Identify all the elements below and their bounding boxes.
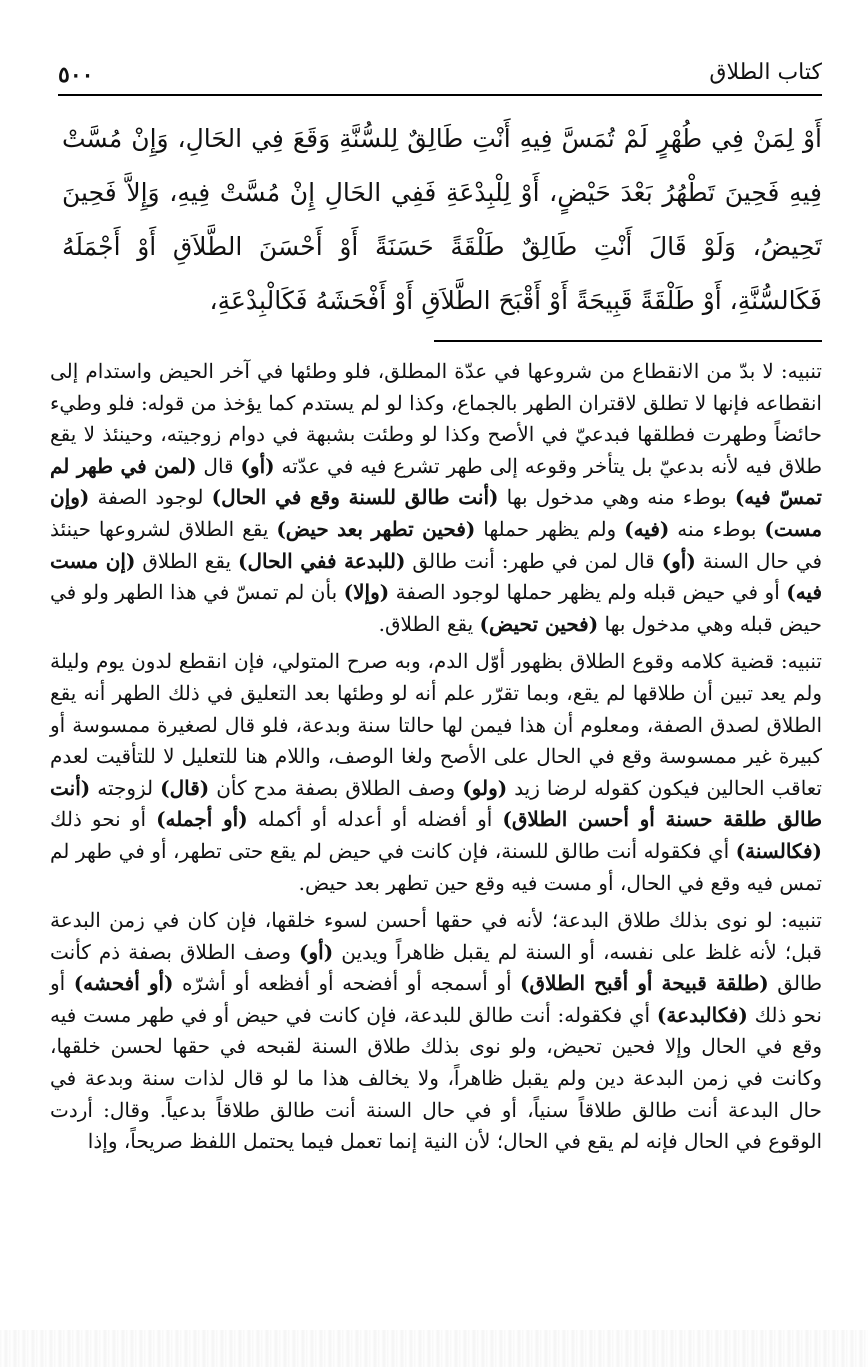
commentary-text: بوطء منه وهي مدخول بها — [498, 485, 735, 510]
commentary-paragraph-1 — [50, 356, 822, 640]
commentary-paragraph-3 — [50, 905, 822, 1158]
commentary-text: أو نحو ذلك — [50, 807, 157, 832]
commentary-text: أو نحو ذلك — [50, 971, 822, 1027]
commentary-text: ولم يظهر حملها — [475, 516, 625, 541]
commentary-text: تنبيه: قضية كلامه وقوع الطلاق بظهور أوّل الدم، وبه صرح المتولي، فإن انقطع لدون يوم وليلة ولم يعد تبين أن طلاقها لم يقع، وبما تقرّر علم أنه لو وطئها بعد التعليق في ذلك الطهر أنه يقع الطلاق لصدق الصفة، ومعلوم أن هذا فيمن لها حالتا سنة وبدعة، فلو قال لصغيرة ممسوسة أو كبيرة غير ممسوسة وقع في الحال على الأصح ولغا الوصف، واللام هنا للتعليل لا للتأقيت لعدم تعاقب الحالين فيكون كقوله لرضا زيد — [50, 649, 823, 800]
matn-quote: (ولو) — [462, 775, 508, 800]
matn-quote: (وإلا) — [343, 580, 390, 605]
matn-quote: (أو) — [661, 548, 696, 573]
commentary-text: بوطء منه — [669, 516, 765, 541]
commentary-text: قال لمن في طهر: أنت طالق — [405, 548, 662, 573]
matn-quote: (أنت طالق طلقة حسنة أو أحسن الطلاق) — [50, 775, 822, 832]
matn-quote: (أو أفحشه) — [73, 971, 174, 996]
commentary-text: أي فكقوله أنت طالق للسنة، فإن كانت في حيض لم يقع حتى تطهر، أو في طهر لم تمس فيه وقع في الحال، أو مست فيه وقع حين تطهر بعد حيض. — [50, 838, 822, 895]
scan-noise-edge — [0, 1330, 868, 1367]
footnote-separator — [434, 340, 822, 342]
page-header — [58, 58, 822, 96]
commentary-text: تنبيه: لا بدّ من الانقطاع من شروعها في عدّة المطلق، فلو وطئها في آخر الحيض واستدام إلى انقطاعه فإنها لا تطلق لاقتران الطهر بالجماع، وكذا لو لم يستدم كما يؤخذ من قوله: فلو وطيء حائضاً وطهرت فطلقها فبدعيّ في الأصح وكذا لو وطئت بشبهة في دوام زوجيته، وحينئذ لا يقع طلاق فيه لأنه بدعيّ بل يتأخر وقوعه إلى طهر تشرع فيه في عدّته — [50, 359, 822, 478]
matn-quote: (طلقة قبيحة أو أقبح الطلاق) — [520, 971, 769, 996]
commentary-text: بأن لم تمسّ في هذا الطهر ولو في حيض قبله وهي مدخول بها — [50, 580, 822, 636]
matn-quote: (فيه) — [624, 516, 670, 541]
commentary-paragraph-2 — [50, 646, 822, 899]
matn-quote: (إن مست فيه) — [50, 548, 823, 605]
commentary-block — [50, 356, 822, 1164]
commentary-text: لزوجته — [90, 775, 161, 800]
commentary-text: يقع الطلاق. — [378, 611, 480, 636]
matn-quote: (وإن مست) — [50, 485, 823, 541]
commentary-text: تنبيه: لو نوى بذلك طلاق البدعة؛ لأنه في حقها أحسن لسوء خلقها، فإن كان في زمن البدعة قبل؛ لأنه غلظ على نفسه، أو السنة لم يقبل ظاهراً ويدين — [50, 908, 822, 964]
matn-quote: (أو) — [299, 939, 334, 964]
commentary-text: قال — [196, 453, 241, 478]
matn-paragraph: أَوْ لِمَنْ فِي طُهْرٍ لَمْ تُمَسَّ فِيهِ أَنْتِ طَالِقٌ لِلسُّنَّةِ وَقَعَ فِي الحَالِ، وَإِنْ مُسَّتْ فِيهِ فَحِينَ تَطْهُرُ بَعْدَ حَيْضٍ، أَوْ لِلْبِدْعَةِ فَفِي الحَالِ إِنْ مُسَّتْ فِيهِ، وَإِلاَّ فَحِينَ تَحِيضُ، وَلَوْ قَالَ أَنْتِ طَالِقٌ طَلْقَةً حَسَنَةً أَوْ أَحْسَنَ الطَّلاَقِ أَوْ أَجْمَلَهُ فَكَالسُّنَّةِ، أَوْ طَلْقَةً قَبِيحَةً أَوْ أَقْبَحَ الطَّلاَقِ أَوْ أَفْحَشَهُ فَكَالْبِدْعَةِ، — [62, 124, 822, 315]
matn-quote: (فحين تحيض) — [479, 611, 599, 636]
chapter-title: كتاب الطلاق — [709, 60, 822, 85]
matn-quote: (للبدعة ففي الحال) — [238, 548, 406, 573]
matn-quote: (فحين تطهر بعد حيض) — [276, 516, 476, 541]
commentary-text: أو في حيض قبله ولم يظهر حملها لوجود الصفة — [389, 580, 787, 605]
matn-text-block — [62, 112, 822, 328]
matn-quote: (أو أجمله) — [156, 807, 248, 832]
commentary-text: وصف الطلاق بصفة مدح كأن — [209, 775, 463, 800]
commentary-text: يقع الطلاق لشروعها حينئذ في حال السنة — [50, 516, 823, 573]
matn-quote: (لمن في طهر لم تمسّ فيه) — [50, 453, 823, 510]
matn-quote: (أو) — [240, 453, 275, 478]
commentary-text: أو أفضله أو أعدله أو أكمله — [247, 807, 503, 832]
matn-quote: (فكالبدعة) — [656, 1002, 748, 1027]
page-number: ٥٠٠ — [58, 62, 94, 88]
commentary-text: وصف الطلاق بصفة ذم كأنت طالق — [50, 939, 822, 996]
commentary-text: أي فكقوله: أنت طالق للبدعة، فإن كانت في حيض أو في طهر مست فيه وقع في الحال وإلا فحين تحيض، ولو نوى بذلك طلاق السنة لقبحه في حقها لحسن خلقها، وكانت في زمن البدعة دين ولم يقبل ظاهراً، ولا يخالف هذا ما لو قال لذات سنة وبدعة في حال البدعة أنت طالق طلاقاً سنياً، أو في حال السنة أنت طالق طلاقاً بدعياً. وقال: أردت الوقوع في الحال فإنه لم يقع في الحال؛ لأن النية إنما تعمل فيما يحتمل اللفظ صريحاً، وإذا — [50, 1002, 822, 1154]
matn-quote: (أنت طالق للسنة وقع في الحال) — [211, 485, 499, 510]
matn-quote: (قال) — [160, 775, 210, 800]
matn-quote: (فكالسنة) — [735, 838, 822, 863]
commentary-text: لوجود الصفة — [89, 485, 212, 510]
commentary-text: يقع الطلاق — [135, 548, 239, 573]
commentary-text: أو أسمجه أو أفضحه أو أفظعه أو أشرّه — [173, 971, 521, 996]
